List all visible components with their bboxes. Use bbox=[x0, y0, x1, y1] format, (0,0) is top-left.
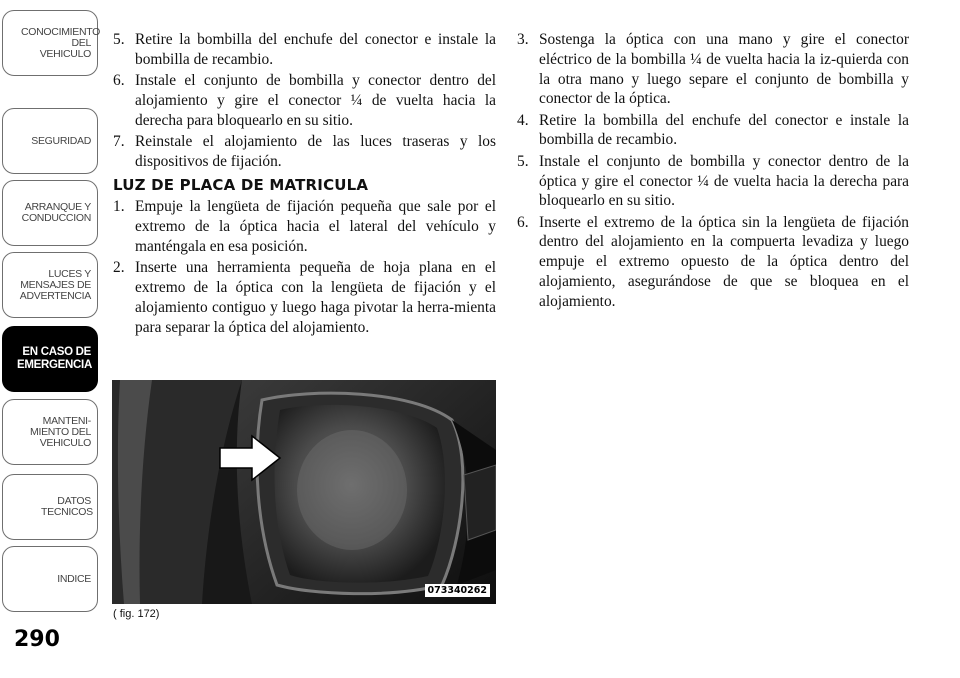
list-item: 6. Inserte el extremo de la óptica sin la lengüeta de fijación dentro del alojamiento en la compuerta levadiza y luego empuje el extremo opuesto de la óptica dentro del alojamiento, asegurándose de que se bloquea en el alojamiento. bbox=[517, 213, 909, 310]
section-heading: LUZ DE PLACA DE MATRICULA bbox=[113, 175, 369, 194]
page-number: 290 bbox=[14, 627, 60, 652]
list-item: 7. Reinstale el alojamiento de las luces traseras y los dispositivos de fijación. bbox=[113, 132, 496, 170]
tab-conocimiento-del-vehiculo[interactable]: CONOCIMIENTO DEL VEHICULO bbox=[2, 10, 98, 76]
steps-list-top bbox=[113, 30, 496, 172]
left-column bbox=[113, 30, 496, 339]
list-item: 4. Retire la bombilla del enchufe del conector e instale la bombilla de recambio. bbox=[517, 111, 909, 149]
right-column bbox=[517, 30, 909, 313]
tab-mantenimiento-del-vehiculo[interactable]: MANTENI- MIENTO DEL VEHICULO bbox=[2, 399, 98, 465]
tab-indice[interactable]: INDICE bbox=[2, 546, 98, 612]
steps-list-right bbox=[517, 30, 909, 312]
tab-luces-y-mensajes[interactable]: LUCES Y MENSAJES DE ADVERTENCIA bbox=[2, 252, 98, 318]
photo-illustration bbox=[112, 380, 496, 604]
list-item: 1. Empuje la lengüeta de fijación pequeña que sale por el extremo de la óptica hacia el lateral del vehículo y manténgala en esa posición. bbox=[113, 198, 496, 255]
tab-datos-tecnicos[interactable]: DATOS TECNICOS bbox=[2, 474, 98, 540]
section-tabs bbox=[0, 0, 100, 678]
list-item: 5. Instale el conjunto de bombilla y conector dentro de la óptica y gire el conector ¼ de vuelta hacia la derecha para bloquearlo en su sitio. bbox=[517, 152, 909, 210]
tab-arranque-y-conduccion[interactable]: ARRANQUE Y CONDUCCION bbox=[2, 180, 98, 246]
list-item: 6. Instale el conjunto de bombilla y conector dentro del alojamiento y gire el conector ¼ de vuelta hacia la derecha para bloquearlo en su sitio. bbox=[113, 72, 496, 129]
license-plate-lamp-photo bbox=[112, 380, 496, 604]
figure-code: 073340262 bbox=[425, 584, 491, 597]
tab-en-caso-de-emergencia[interactable]: EN CASO DE EMERGENCIA bbox=[2, 326, 98, 392]
list-item: 2. Inserte una herramienta pequeña de hoja plana en el extremo de la óptica con la lengüeta de fijación y el alojamiento contiguo y luego haga pivotar la herra-mienta para separar la óptica del alojamiento. bbox=[113, 259, 496, 336]
list-item: 5. Retire la bombilla del enchufe del conector e instale la bombilla de recambio. bbox=[113, 31, 496, 68]
tab-seguridad[interactable]: SEGURIDAD bbox=[2, 108, 98, 174]
figure-caption: ( fig. 172) bbox=[113, 608, 160, 620]
steps-list-bottom bbox=[113, 197, 496, 337]
list-item: 3. Sostenga la óptica con una mano y gire el conector eléctrico de la bombilla ¼ de vuelta hacia la iz-quierda con la otra mano y luego separe el conjunto de bombilla y conector de la óptica. bbox=[517, 31, 909, 108]
